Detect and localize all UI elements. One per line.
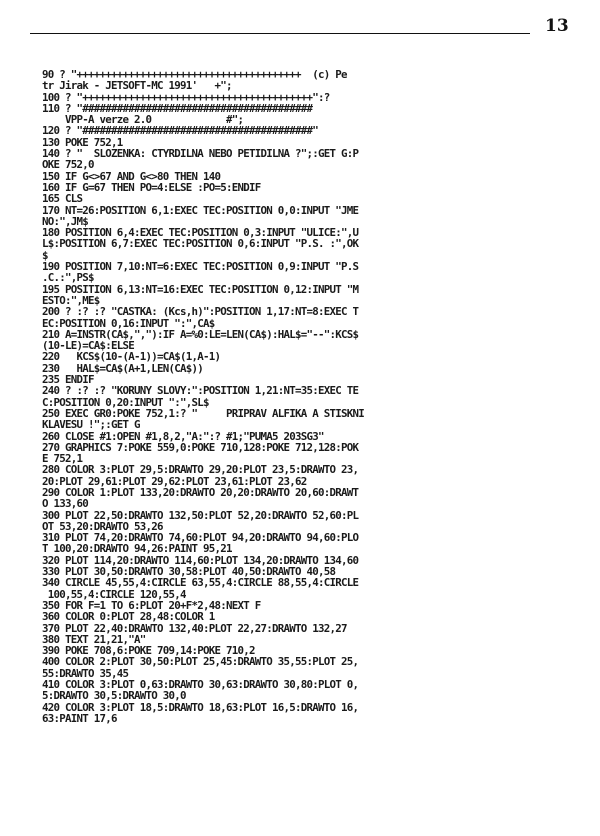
code-line: 310 PLOT 74,20:DRAWTO 74,60:PLOT 94,20:DRAWTO 94,60:PLO bbox=[42, 531, 359, 545]
code-line: 110 ? "######################################## bbox=[42, 101, 313, 115]
code-line: 150 IF G<>67 AND G<>80 THEN 140 bbox=[42, 169, 221, 183]
code-line: 320 PLOT 114,20:DRAWTO 114,60:PLOT 134,20:DRAWTO 134,60 bbox=[42, 553, 359, 567]
code-line: 240 ? :? :? "KORUNY SLOVY:":POSITION 1,21:NT=35:EXEC TE bbox=[42, 384, 359, 398]
code-line: E 752,1 bbox=[42, 452, 83, 466]
code-line: 90 ? "+++++++++++++++++++++++++++++++++++++++ (c) Pe bbox=[42, 68, 347, 81]
code-line: 290 COLOR 1:PLOT 133,20:DRAWTO 20,20:DRAWTO 20,60:DRAWT bbox=[42, 485, 359, 499]
code-line: KLAVESU !";:GET G bbox=[42, 418, 140, 432]
code-line: 100 ? "++++++++++++++++++++++++++++++++++++++++":? bbox=[42, 90, 330, 104]
code-line: 220 KCS$(10-(A-1))=CA$(1,A-1) bbox=[42, 350, 221, 364]
code-line: 235 ENDIF bbox=[42, 373, 94, 387]
code-line: 260 CLOSE #1:OPEN #1,8,2,"A:":? #1;"PUMA5 203SG3" bbox=[42, 429, 324, 443]
code-line: 100,55,4:CIRCLE 120,55,4 bbox=[42, 587, 186, 601]
code-line: 200 ? :? :? "CASTKA: (Kcs,h)":POSITION 1,17:NT=8:EXEC T bbox=[42, 305, 359, 319]
code-line: 180 POSITION 6,4:EXEC TEC:POSITION 0,3:INPUT "ULICE:",U bbox=[42, 226, 359, 240]
code-line: 250 EXEC GR0:POKE 752,1:? " PRIPRAV ALFIKA A STISKNI bbox=[42, 406, 365, 420]
code-line: 390 POKE 708,6:POKE 709,14:POKE 710,2 bbox=[42, 644, 255, 658]
code-line: tr Jirak - JETSOFT-MC 1991' +"; bbox=[42, 79, 232, 93]
code-line: O 133,60 bbox=[42, 497, 89, 511]
code-line: EC:POSITION 0,16:INPUT ":",CA$ bbox=[42, 316, 215, 330]
code-line: 120 ? "########################################" bbox=[42, 124, 319, 138]
code-line: 160 IF G=67 THEN PO=4:ELSE :PO=5:ENDIF bbox=[42, 180, 261, 194]
code-line: 400 COLOR 2:PLOT 30,50:PLOT 25,45:DRAWTO 35,55:PLOT 25, bbox=[42, 655, 359, 669]
code-line: .C.:",PS$ bbox=[42, 271, 94, 285]
code-line: 340 CIRCLE 45,55,4:CIRCLE 63,55,4:CIRCLE 88,55,4:CIRCLE bbox=[42, 576, 359, 590]
code-line: 230 HAL$=CA$(A+1,LEN(CA$)) bbox=[42, 361, 204, 375]
code-line: L$:POSITION 6,7:EXEC TEC:POSITION 0,6:INPUT "P.S. :",OK bbox=[42, 237, 359, 251]
code-line: 63:PAINT 17,6 bbox=[42, 711, 117, 725]
code-line: 5:DRAWTO 30,5:DRAWTO 30,0 bbox=[42, 689, 186, 703]
code-line: 300 PLOT 22,50:DRAWTO 132,50:PLOT 52,20:DRAWTO 52,60:PL bbox=[42, 508, 359, 522]
code-line: NO:",JM$ bbox=[42, 214, 89, 228]
code-line: OKE 752,0 bbox=[42, 158, 94, 172]
code-line: 330 PLOT 30,50:DRAWTO 30,58:PLOT 40,50:DRAWTO 40,58 bbox=[42, 565, 336, 579]
code-line: 170 NT=26:POSITION 6,1:EXEC TEC:POSITION 0,0:INPUT "JME bbox=[42, 203, 359, 217]
code-line: 360 COLOR 0:PLOT 28,48:COLOR 1 bbox=[42, 610, 215, 624]
code-line: 195 POSITION 6,13:NT=16:EXEC TEC:POSITION 0,12:INPUT "M bbox=[42, 282, 359, 296]
code-line: 140 ? " SLOZENKA: CTYRDILNA NEBO PETIDILNA ?";:GET G:P bbox=[42, 147, 359, 161]
code-line: 350 FOR F=1 TO 6:PLOT 20+F*2,48:NEXT F bbox=[42, 598, 261, 612]
code-line: ESTO:",ME$ bbox=[42, 293, 100, 307]
code-line: C:POSITION 0,20:INPUT ":",SL$ bbox=[42, 395, 209, 409]
page-number: 13 bbox=[545, 16, 569, 36]
code-line: VPP-A verze 2.0 #"; bbox=[42, 113, 244, 127]
code-line: 370 PLOT 22,40:DRAWTO 132,40:PLOT 22,27:DRAWTO 132,27 bbox=[42, 621, 347, 635]
code-line: 410 COLOR 3:PLOT 0,63:DRAWTO 30,63:DRAWTO 30,80:PLOT 0, bbox=[42, 678, 359, 692]
code-line: 20:PLOT 29,61:PLOT 29,62:PLOT 23,61:PLOT 23,62 bbox=[42, 474, 307, 488]
code-line: 190 POSITION 7,10:NT=6:EXEC TEC:POSITION 0,9:INPUT "P.S bbox=[42, 260, 359, 274]
code-line: 280 COLOR 3:PLOT 29,5:DRAWTO 29,20:PLOT 23,5:DRAWTO 23, bbox=[42, 463, 359, 477]
code-line: 380 TEXT 21,21,"A" bbox=[42, 632, 146, 646]
basic-code-listing bbox=[42, 69, 562, 724]
header-rule bbox=[30, 33, 530, 34]
code-line: T 100,20:DRAWTO 94,26:PAINT 95,21 bbox=[42, 542, 232, 556]
code-line: 165 CLS bbox=[42, 192, 83, 206]
code-line: 130 POKE 752,1 bbox=[42, 135, 123, 149]
code-line: (10-LE)=CA$:ELSE bbox=[42, 339, 135, 353]
code-line: 270 GRAPHICS 7:POKE 559,0:POKE 710,128:POKE 712,128:POK bbox=[42, 440, 359, 454]
code-line: 420 COLOR 3:PLOT 18,5:DRAWTO 18,63:PLOT 16,5:DRAWTO 16, bbox=[42, 700, 359, 714]
code-line: 55:DRAWTO 35,45 bbox=[42, 666, 129, 680]
code-line: $ bbox=[42, 248, 48, 262]
code-line: OT 53,20:DRAWTO 53,26 bbox=[42, 519, 163, 533]
code-line: 210 A=INSTR(CA$,","):IF A=%0:LE=LEN(CA$):HAL$="--":KCS$ bbox=[42, 327, 359, 341]
